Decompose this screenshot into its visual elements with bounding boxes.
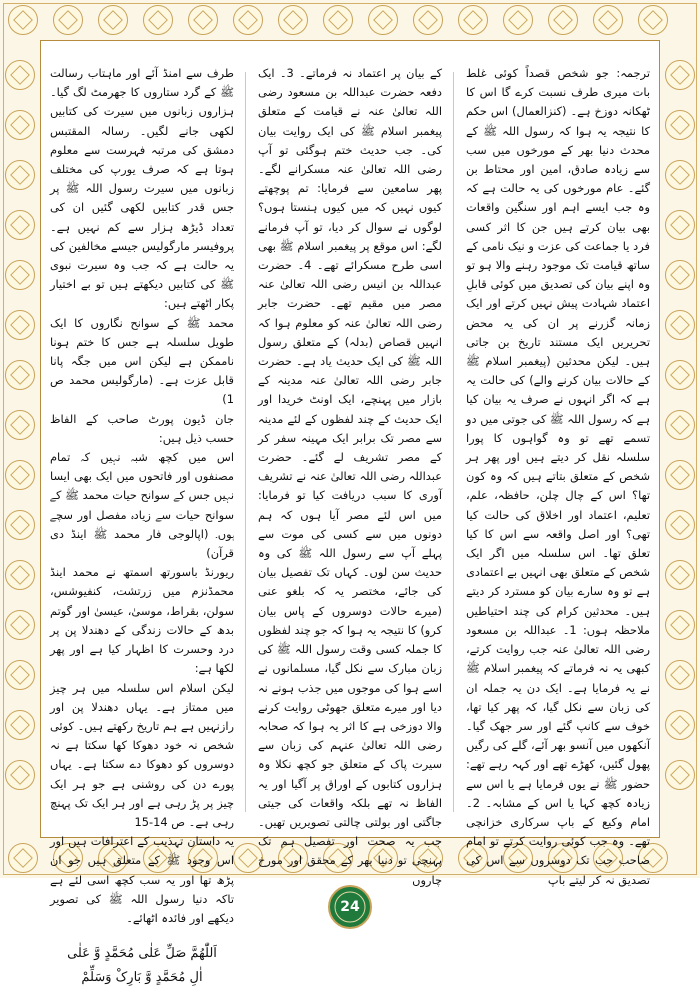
calligraphy-medallion — [5, 260, 35, 290]
calligraphy-medallion — [5, 510, 35, 540]
calligraphy-medallion — [665, 160, 695, 190]
calligraphy-medallion — [665, 560, 695, 590]
calligraphy-medallion — [8, 5, 38, 35]
closing-paragraph: یہ داستان تہذیب کے اعترافات ہیں اور اس وجود ﷺ کے متعلق ہیں جو ان پڑھ تھا اور یہ سب کچھ اسی لئے ہے تاکہ دنیا رسول اللہ ﷺ کی تصویر دیکھے اور فائدہ اٹھائے۔ — [50, 834, 234, 925]
calligraphy-medallion — [368, 5, 398, 35]
quote-intro: ریورنڈ باسورتھ اسمتھ نے محمد اینڈ محمڈنزم میں زرتشت، کنفیوشس، سولن، بقراط، موسیٰ، عیسیٰ اور گوتم بدھ کے حالات زندگی کے دھندلا پن پر درد وحسرت کا اظہار کیا ہے اور پھر لکھا ہے: — [50, 565, 234, 676]
calligraphy-medallion — [5, 460, 35, 490]
calligraphy-medallion — [5, 110, 35, 140]
calligraphy-medallion — [665, 60, 695, 90]
salutation-line: اَللّٰھُمَّ صَلِّ عَلٰی مُحَمَّدٍ وَّ عَلٰی — [67, 946, 217, 962]
page-number: 24 — [340, 899, 360, 915]
calligraphy-medallion — [665, 710, 695, 740]
calligraphy-medallion — [5, 560, 35, 590]
calligraphy-medallion — [593, 5, 623, 35]
calligraphy-medallion — [665, 510, 695, 540]
calligraphy-medallion — [665, 260, 695, 290]
block-quote: لیکن اسلام اس سلسلہ میں ہر چیز میں ممتاز ہے۔ یہاں دھندلا پن اور رازنہیں ہے ہم تاریخ رکھتے ہیں۔ کوئی شخص نہ خود دھوکا کھا سکتا ہے نہ دوسروں کو دھوکا دے سکتا ہے۔ یہاں پورے دن کی روشنی ہے جو ہر ایک چیز پر پڑ رہی ہے اور ہر ایک تک پہنچ رہی ہے۔ ص 14-15 — [50, 680, 234, 829]
text-column-middle — [258, 64, 442, 887]
calligraphy-medallion — [278, 5, 308, 35]
calligraphy-medallion — [548, 5, 578, 35]
calligraphy-medallion — [8, 843, 38, 873]
column-text: طرف سے امنڈ آئے اور ماہتاب رسالت ﷺ کے گرد ستاروں کا جھرمٹ لگ گیا۔ ہزاروں زبانوں میں سیرت کی کتابیں لکھی جانے لگیں۔ رسالہ المقتبس دمشق کی مرتبہ فہرست سے معلوم ہوتا ہے کہ صرف یورپ کی مختلف زبانوں میں سیرت رسول اللہ ﷺ پر جس قدر کتابیں لکھی گئیں ان کی تعداد ڈیڑھ ہزار سے کم نہیں ہے۔ پروفیسر مارگولیس جیسے مخالفین کی یہ حالت ہے کہ جب وہ سیرت نبوی ﷺ کی کتابیں دیکھتے ہیں تو بے اختیار پکار اٹھتے ہیں: — [50, 66, 234, 311]
calligraphy-medallion — [665, 410, 695, 440]
calligraphy-medallion — [413, 5, 443, 35]
calligraphy-medallion — [458, 5, 488, 35]
quote-intro: جان ڈیون پورٹ صاحب کے الفاظ حسب ذیل ہیں: — [50, 411, 234, 445]
column-divider — [245, 72, 246, 812]
calligraphy-medallion — [188, 5, 218, 35]
calligraphy-medallion — [638, 5, 668, 35]
calligraphy-medallion — [143, 5, 173, 35]
calligraphy-medallion — [233, 5, 263, 35]
calligraphy-medallion — [665, 360, 695, 390]
column-text: کے بیان پر اعتماد نہ فرماتے۔ 3۔ ایک دفعہ حضرت عبداللہ بن مسعود رضی اللہ تعالیٰ عنہ نے قیامت کے متعلق پیغمبر اسلام ﷺ کی ایک روایت بیان کی۔ جب حدیث ختم ہوگئی تو آپ رضی اللہ تعالیٰ عنہ مسکرانے لگے۔ پھر سامعین سے فرمایا: تم پوچھتے کیوں نہیں کہ میں کیوں ہنستا ہوں؟ لوگوں نے سوال کر دیا، تو آپ فرمانے لگے: اس موقع پر پیغمبر اسلام ﷺ بھی اسی طرح مسکرائے تھے۔ 4۔ حضرت عبداللہ بن انیس رضی اللہ تعالیٰ عنہ مصر میں مقیم تھے۔ حضرت جابر رضی اللہ تعالیٰ عنہ کو معلوم ہوا کہ انہیں قصاص (بدلہ) کے متعلق رسول اللہ ﷺ کی ایک حدیث یاد ہے۔ حضرت جابر رضی اللہ تعالیٰ عنہ مدینہ کے بازار میں پہنچے، ایک اونٹ خریدا اور ایک حدیث کے چند لفظوں کے لئے مدینہ سے مصر تک برابر ایک مہینہ سفر کر کے مصر تشریف لے گئے۔ حضرت عبداللہ رضی اللہ تعالیٰ عنہ نے تشریف آوری کا سبب دریافت کیا تو فرمایا: میں اس لئے مصر آیا ہوں کہ ہم دونوں میں سے کسی کی موت سے پہلے آپ سے رسول اللہ ﷺ کی وہ حدیث سن لوں۔ کہاں تک تفصیل بیان کی جائے، مختصر یہ کہ بلغو عنی (میرے حالات دوسروں کے پاس بیان کرو) کا نتیجہ یہ ہوا کہ جو چند لفظوں کا جملہ کسی وقت رسول اللہ ﷺ کی زبان مبارک سے نکل گیا، مسلمانوں نے اسے ہوا کی موجوں میں جذب ہونے نہ دیا اور میرے متعلق جھوٹی روایت کرنے والا دوزخی ہے کا اثر یہ ہوا کہ صحابہ رضی اللہ تعالیٰ عنہم کی زبان سے سیرت پاک کے متعلق جو کچھ نکلا وہ ہزاروں کتابوں کے اوراق پر آگیا اور یہ الفاظ نہ تھے بلکہ واقعات کی جیتی جاگتی اور بولتی چالتی تصویریں تھیں۔ جب یہ صحت اور تفصیل ہم تک پہنچی تو دنیا بھر کے محقق اور مورخ چاروں — [258, 66, 442, 887]
calligraphy-medallion — [665, 760, 695, 790]
calligraphy-medallion — [5, 160, 35, 190]
calligraphy-medallion — [5, 310, 35, 340]
salutation-line: اٰلِ مُحَمَّدٍ وَّ بَارِکْ وَسَلِّمْ — [81, 970, 203, 986]
calligraphy-medallion — [503, 5, 533, 35]
text-column-left — [50, 64, 234, 986]
calligraphy-medallion — [5, 710, 35, 740]
text-column-right — [466, 64, 650, 887]
calligraphy-medallion — [665, 460, 695, 490]
calligraphy-medallion — [5, 210, 35, 240]
calligraphy-medallion — [665, 660, 695, 690]
calligraphy-medallion — [323, 5, 353, 35]
calligraphy-medallion — [53, 5, 83, 35]
calligraphy-medallion — [5, 760, 35, 790]
block-quote: اس میں کچھ شبہ نہیں کہ تمام مصنفوں اور فاتحوں میں ایک بھی ایسا نہیں جس کے سوانح حیات محمد ﷺ کے سوانح حیات سے زیادہ مفصل اور سچے ہوں۔ (اپالوجی فار محمد ﷺ اینڈ دی قرآن) — [50, 450, 234, 561]
column-text: ترجمہ: جو شخص قصداً کوئی غلط بات میری طرف نسبت کرے گا اس کا ٹھکانہ دوزخ ہے۔ (کنزالعمال) اس حکم کا نتیجہ یہ ہوا کہ رسول اللہ ﷺ کے محدث دنیا بھر کے مورخوں میں سب سے زیادہ صادق، امین اور محتاط بن گئے۔ عام مورخوں کی یہ حالت ہے کہ وہ جب ایسے اہم اور سنگین واقعات بھی بیان کرتے ہیں جن کا اثر کسی فرد یا جماعت کی عزت و نیک نامی کے ساتھ قیامت تک موجود رہنے والا ہو تو وہ اپنے بیان کی تصدیق میں کوئی قابلِ اعتماد شہادت پیش نہیں کرتے اور ایک زمانہ گزرنے پر ان کی یہ محض تحریریں ایک مستند تاریخ بن جاتی ہیں۔ لیکن محدثین (پیغمبر اسلام ﷺ کے حالات بیان کرنے والے) کی حالت یہ ہے کہ اگر انہوں نے صرف یہ بیان کیا ہے کہ رسول اللہ ﷺ کی جوتی میں دو تسمے تھے تو وہ گواہوں کا پورا سلسلہ نقل کر دیتے ہیں اور پھر ہر شخص کے متعلق بتاتے ہیں کہ وہ کون تھا؟ اس کے چال چلن، حافظہ، علم، تعلیم، اعتماد اور اخلاق کی حالت کیا تھی؟ اور اصل واقعہ سے اس کا کیا تعلق تھا۔ اس سلسلہ میں اگر ایک شخص کے متعلق بھی انہیں بے اعتمادی ہے تو وہ سارے بیان کو مسترد کر دیتے ہیں۔ محدثین کرام کی چند احتیاطیں ملاحظہ ہوں: 1۔ عبداللہ بن مسعود رضی اللہ تعالیٰ عنہ جب روایت کرتے، کبھی یہ نہ فرماتے کہ پیغمبر اسلام ﷺ نے یہ فرمایا ہے۔ ایک دن یہ جملہ ان کی زبان سے نکل گیا، کہ پھر کیا تھا، خوف سے کانپ گئے اور سر جھک گیا۔ آنکھوں میں آنسو بھر آئے، گلے کی رگیں پھول گئیں، کھڑے تھے اور کہہ رہے تھے: حضور ﷺ نے یوں فرمایا ہے یا اس سے زیادہ کچھ کہا یا اس کے مشابہ۔ 2۔ امام وکیع کے باپ سرکاری خزانچی تھے۔ وہ جب کوئی روایت کرتے تو امام صاحب جب تک دوسروں سے اس کی تصدیق نہ کر لیتے باپ — [466, 66, 650, 887]
calligraphy-medallion — [5, 610, 35, 640]
calligraphy-medallion — [665, 110, 695, 140]
calligraphy-medallion — [5, 360, 35, 390]
calligraphy-medallion — [665, 610, 695, 640]
block-quote: محمد ﷺ کے سوانح نگاروں کا ایک طویل سلسلہ ہے جس کا ختم ہونا ناممکن ہے لیکن اس میں جگہ پانا قابل عزت ہے۔ (مارگولیس محمد ص 1) — [50, 315, 234, 407]
page-number-badge — [327, 884, 373, 930]
calligraphy-medallion — [5, 410, 35, 440]
durood-salutation — [50, 942, 234, 990]
calligraphy-medallion — [665, 210, 695, 240]
calligraphy-medallion — [5, 60, 35, 90]
column-divider — [453, 72, 454, 812]
calligraphy-medallion — [98, 5, 128, 35]
calligraphy-medallion — [5, 660, 35, 690]
calligraphy-medallion — [665, 310, 695, 340]
